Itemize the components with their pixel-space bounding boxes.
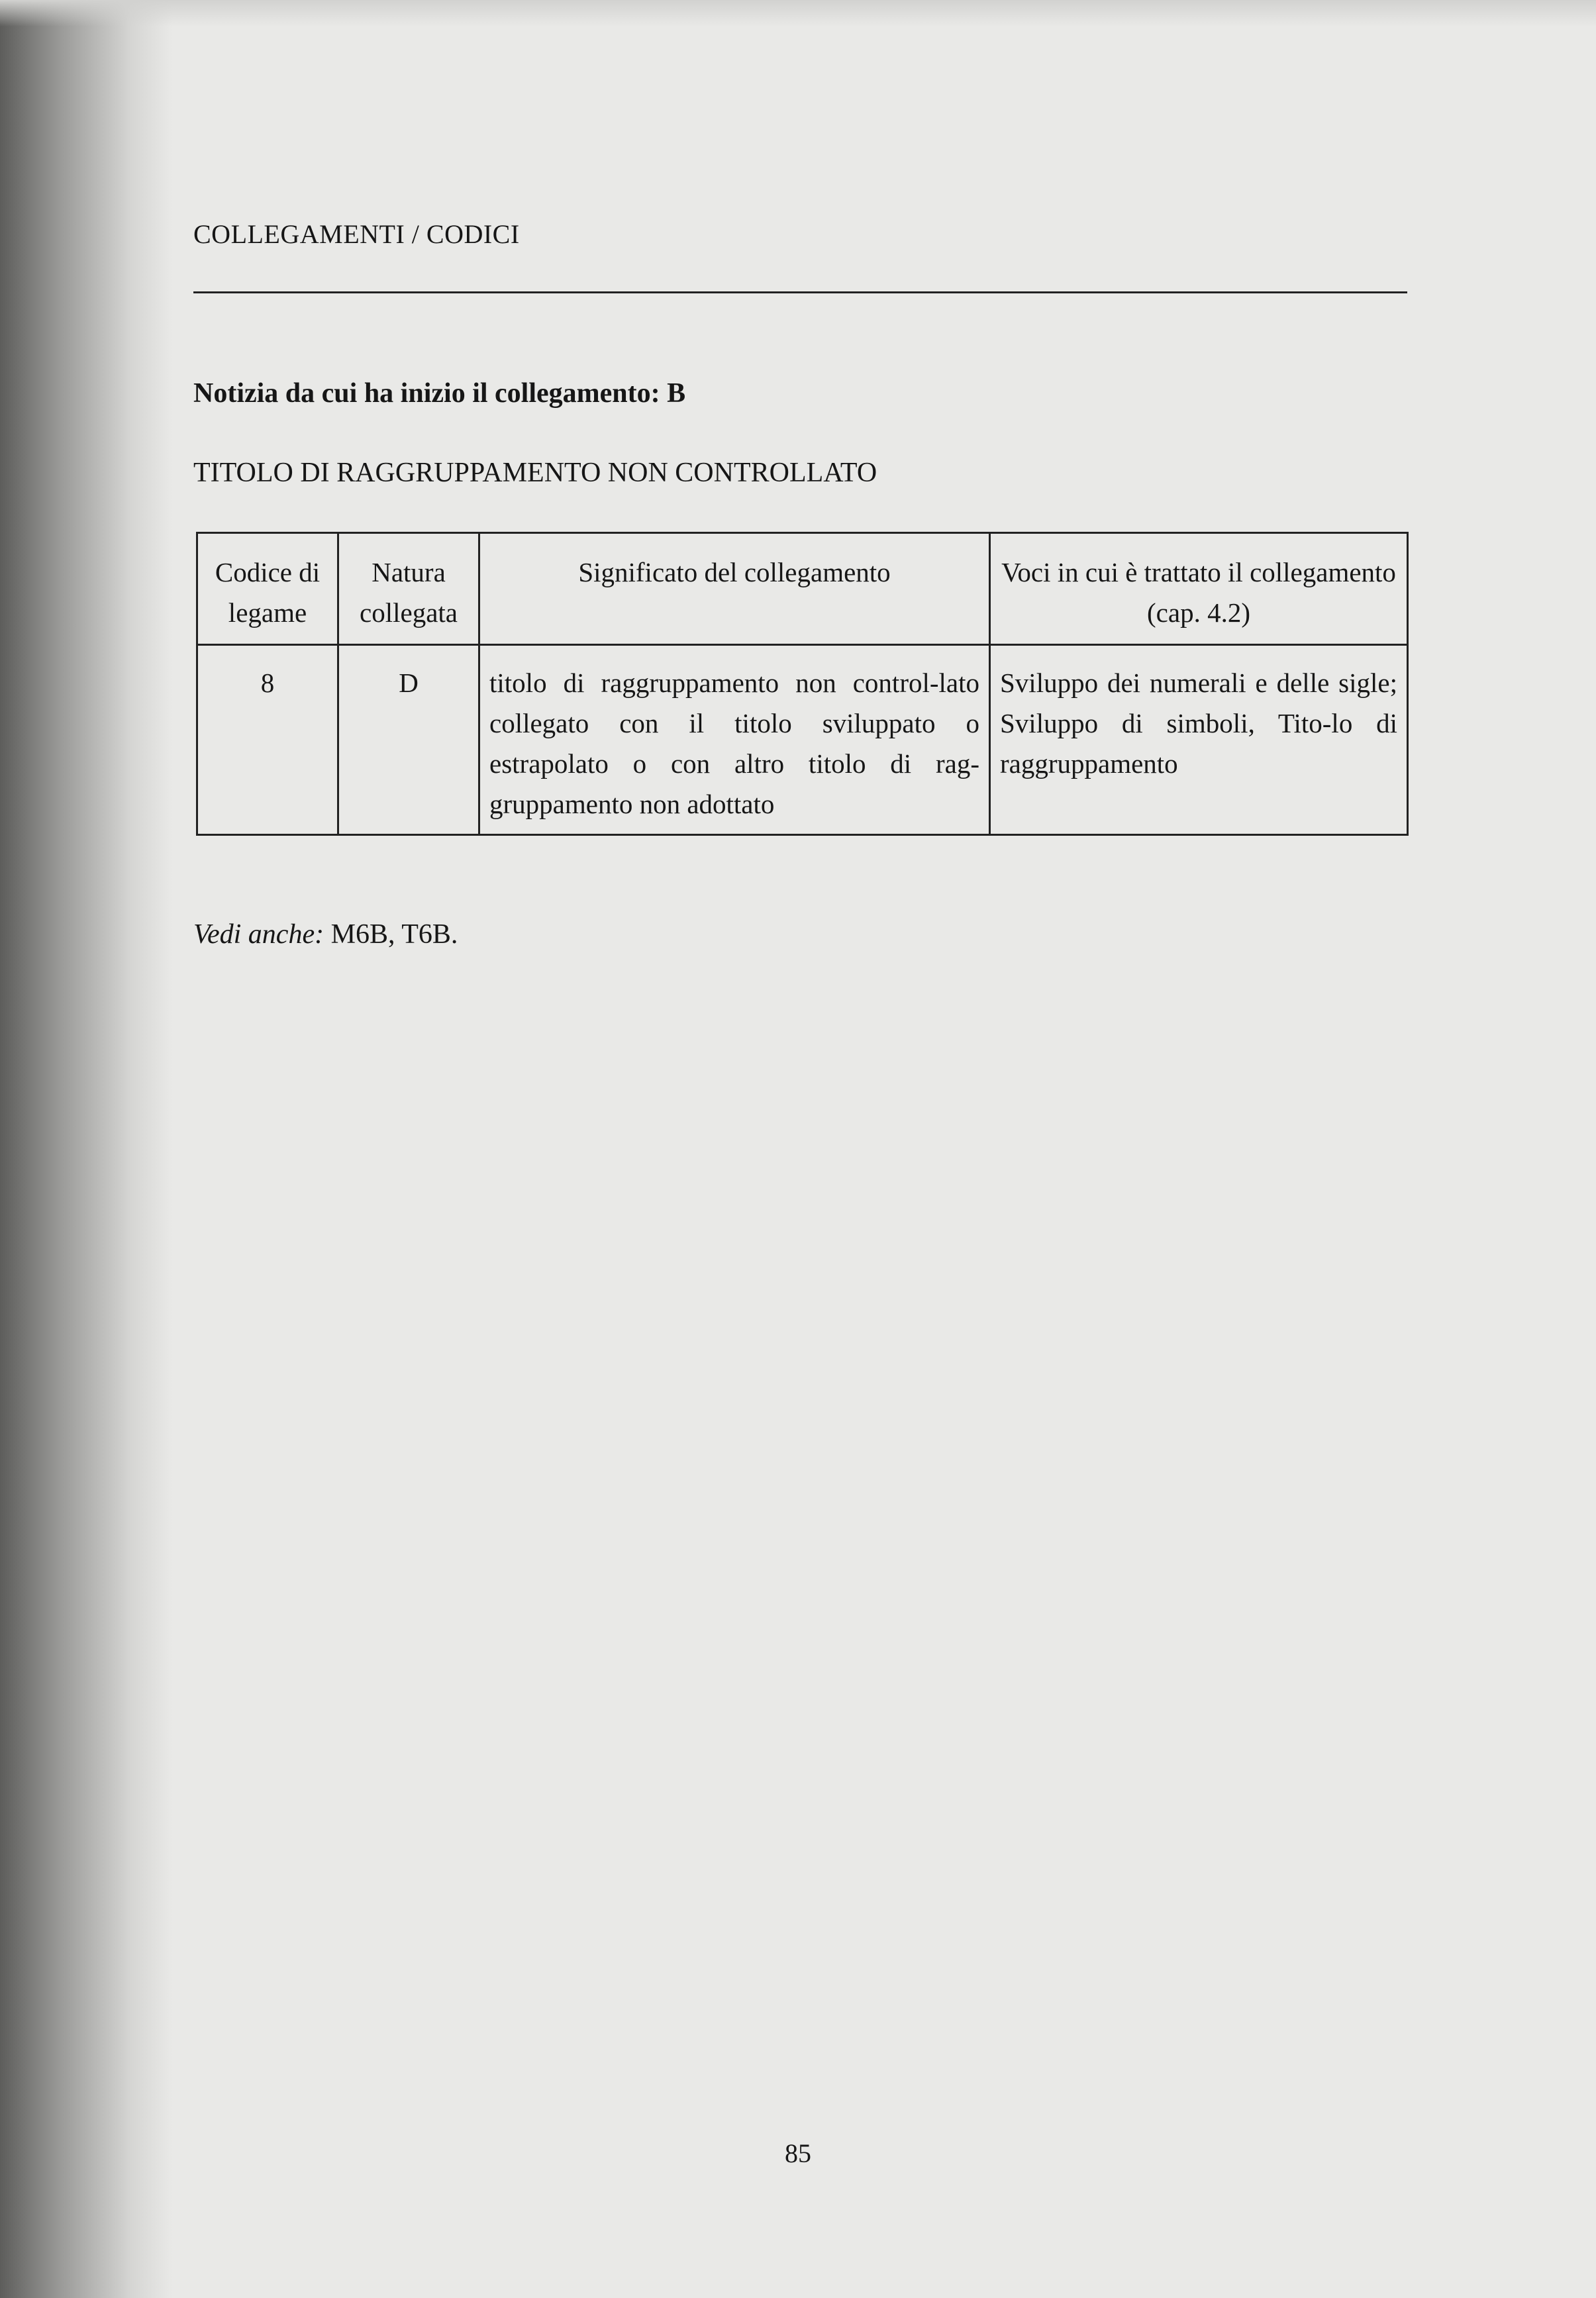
page-top-shadow: [0, 0, 1596, 26]
link-codes-table: [196, 532, 1409, 836]
running-head: COLLEGAMENTI / CODICI: [193, 219, 520, 249]
cell-nature: D: [338, 645, 479, 835]
header-rule: [193, 291, 1407, 293]
page-shadow: [0, 0, 172, 2298]
see-also-refs: M6B, T6B.: [324, 919, 458, 950]
header-significato: Significato del collegamento: [479, 533, 990, 645]
header-voci: Voci in cui è trattato il collegamento (cap. 4.2): [990, 533, 1408, 645]
table-header-row: [197, 533, 1408, 645]
cell-entries: Sviluppo dei numerali e delle sigle; Sviluppo di simboli, Tito-lo di raggruppamento: [990, 645, 1408, 835]
section-title: Notizia da cui ha inizio il collegamento: B: [193, 378, 686, 409]
header-codice-di-legame: Codice di legame: [197, 533, 338, 645]
table-row: [197, 645, 1408, 835]
page-number: 85: [785, 2138, 811, 2168]
see-also-label: Vedi anche:: [193, 919, 324, 950]
cell-meaning: titolo di raggruppamento non control-lato collegato con il titolo sviluppato o estrapolato o con altro titolo di rag-gruppamento non adottato: [479, 645, 990, 835]
section-subtitle: TITOLO DI RAGGRUPPAMENTO NON CONTROLLATO: [193, 458, 877, 488]
cell-code: 8: [197, 645, 338, 835]
see-also: [193, 919, 458, 950]
header-natura-collegata: Natura collegata: [338, 533, 479, 645]
